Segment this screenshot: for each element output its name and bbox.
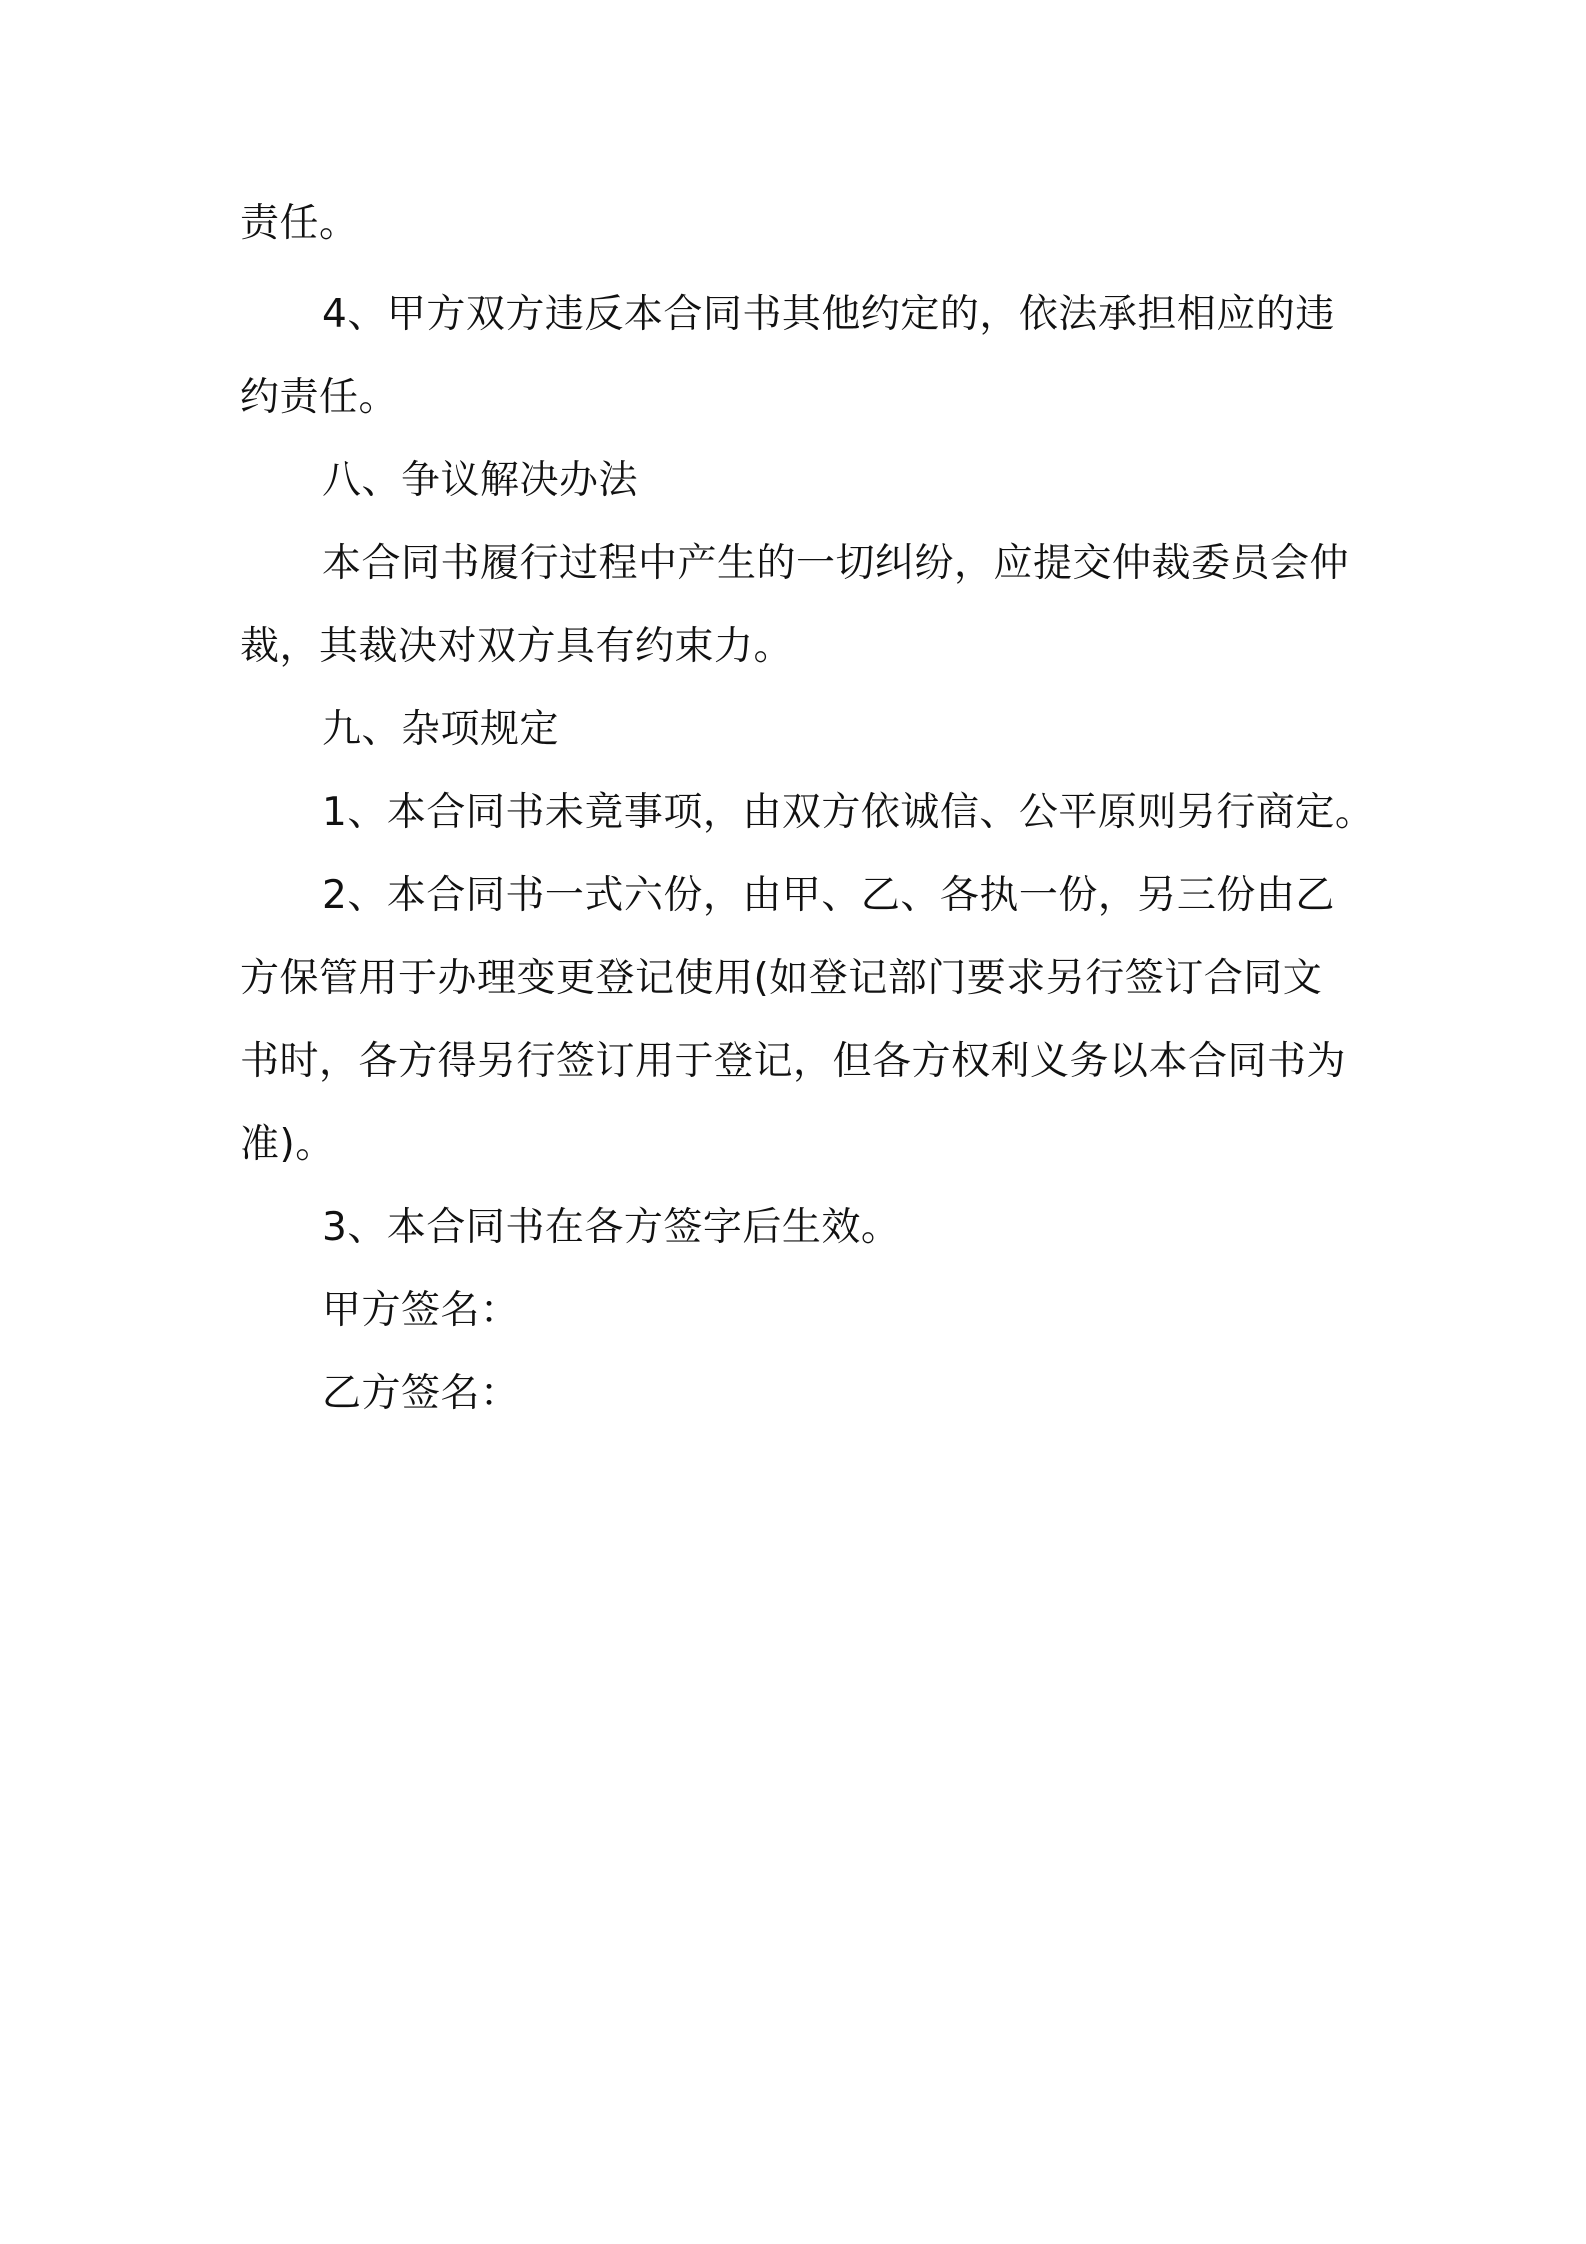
clause-4-text: 4、甲方双方违反本合同书其他约定的，依法承担相应的违 bbox=[322, 292, 1335, 337]
section-9-heading: 九、杂项规定 bbox=[322, 707, 560, 752]
section-9-item-3: 3、本合同书在各方签字后生效。 bbox=[322, 1205, 901, 1250]
section-9-item-2-line-2: 方保管用于办理变更登记使用(如登记部门要求另行签订合同文 bbox=[240, 956, 1323, 1001]
section-9-item-2-line-4: 准)。 bbox=[240, 1122, 335, 1167]
section-8-continuation: 裁，其裁决对双方具有约束力。 bbox=[240, 624, 794, 669]
section-9-item-2: 2、本合同书一式六份，由甲、乙、各执一份，另三份由乙 bbox=[322, 873, 1335, 918]
section-9-item-1: 1、本合同书未竟事项，由双方依诚信、公平原则另行商定。 bbox=[322, 790, 1375, 835]
clause-4-continuation: 约责任。 bbox=[240, 375, 399, 420]
section-9-item-2-line-3: 书时，各方得另行签订用于登记，但各方权利义务以本合同书为 bbox=[240, 1039, 1347, 1084]
text-line-liability-end: 责任。 bbox=[240, 201, 359, 246]
section-8-heading: 八、争议解决办法 bbox=[322, 458, 639, 503]
party-b-signature-label: 乙方签名： bbox=[322, 1371, 520, 1416]
party-a-signature-label: 甲方签名： bbox=[322, 1288, 520, 1333]
section-8-text: 本合同书履行过程中产生的一切纠纷，应提交仲裁委员会仲 bbox=[322, 541, 1350, 586]
